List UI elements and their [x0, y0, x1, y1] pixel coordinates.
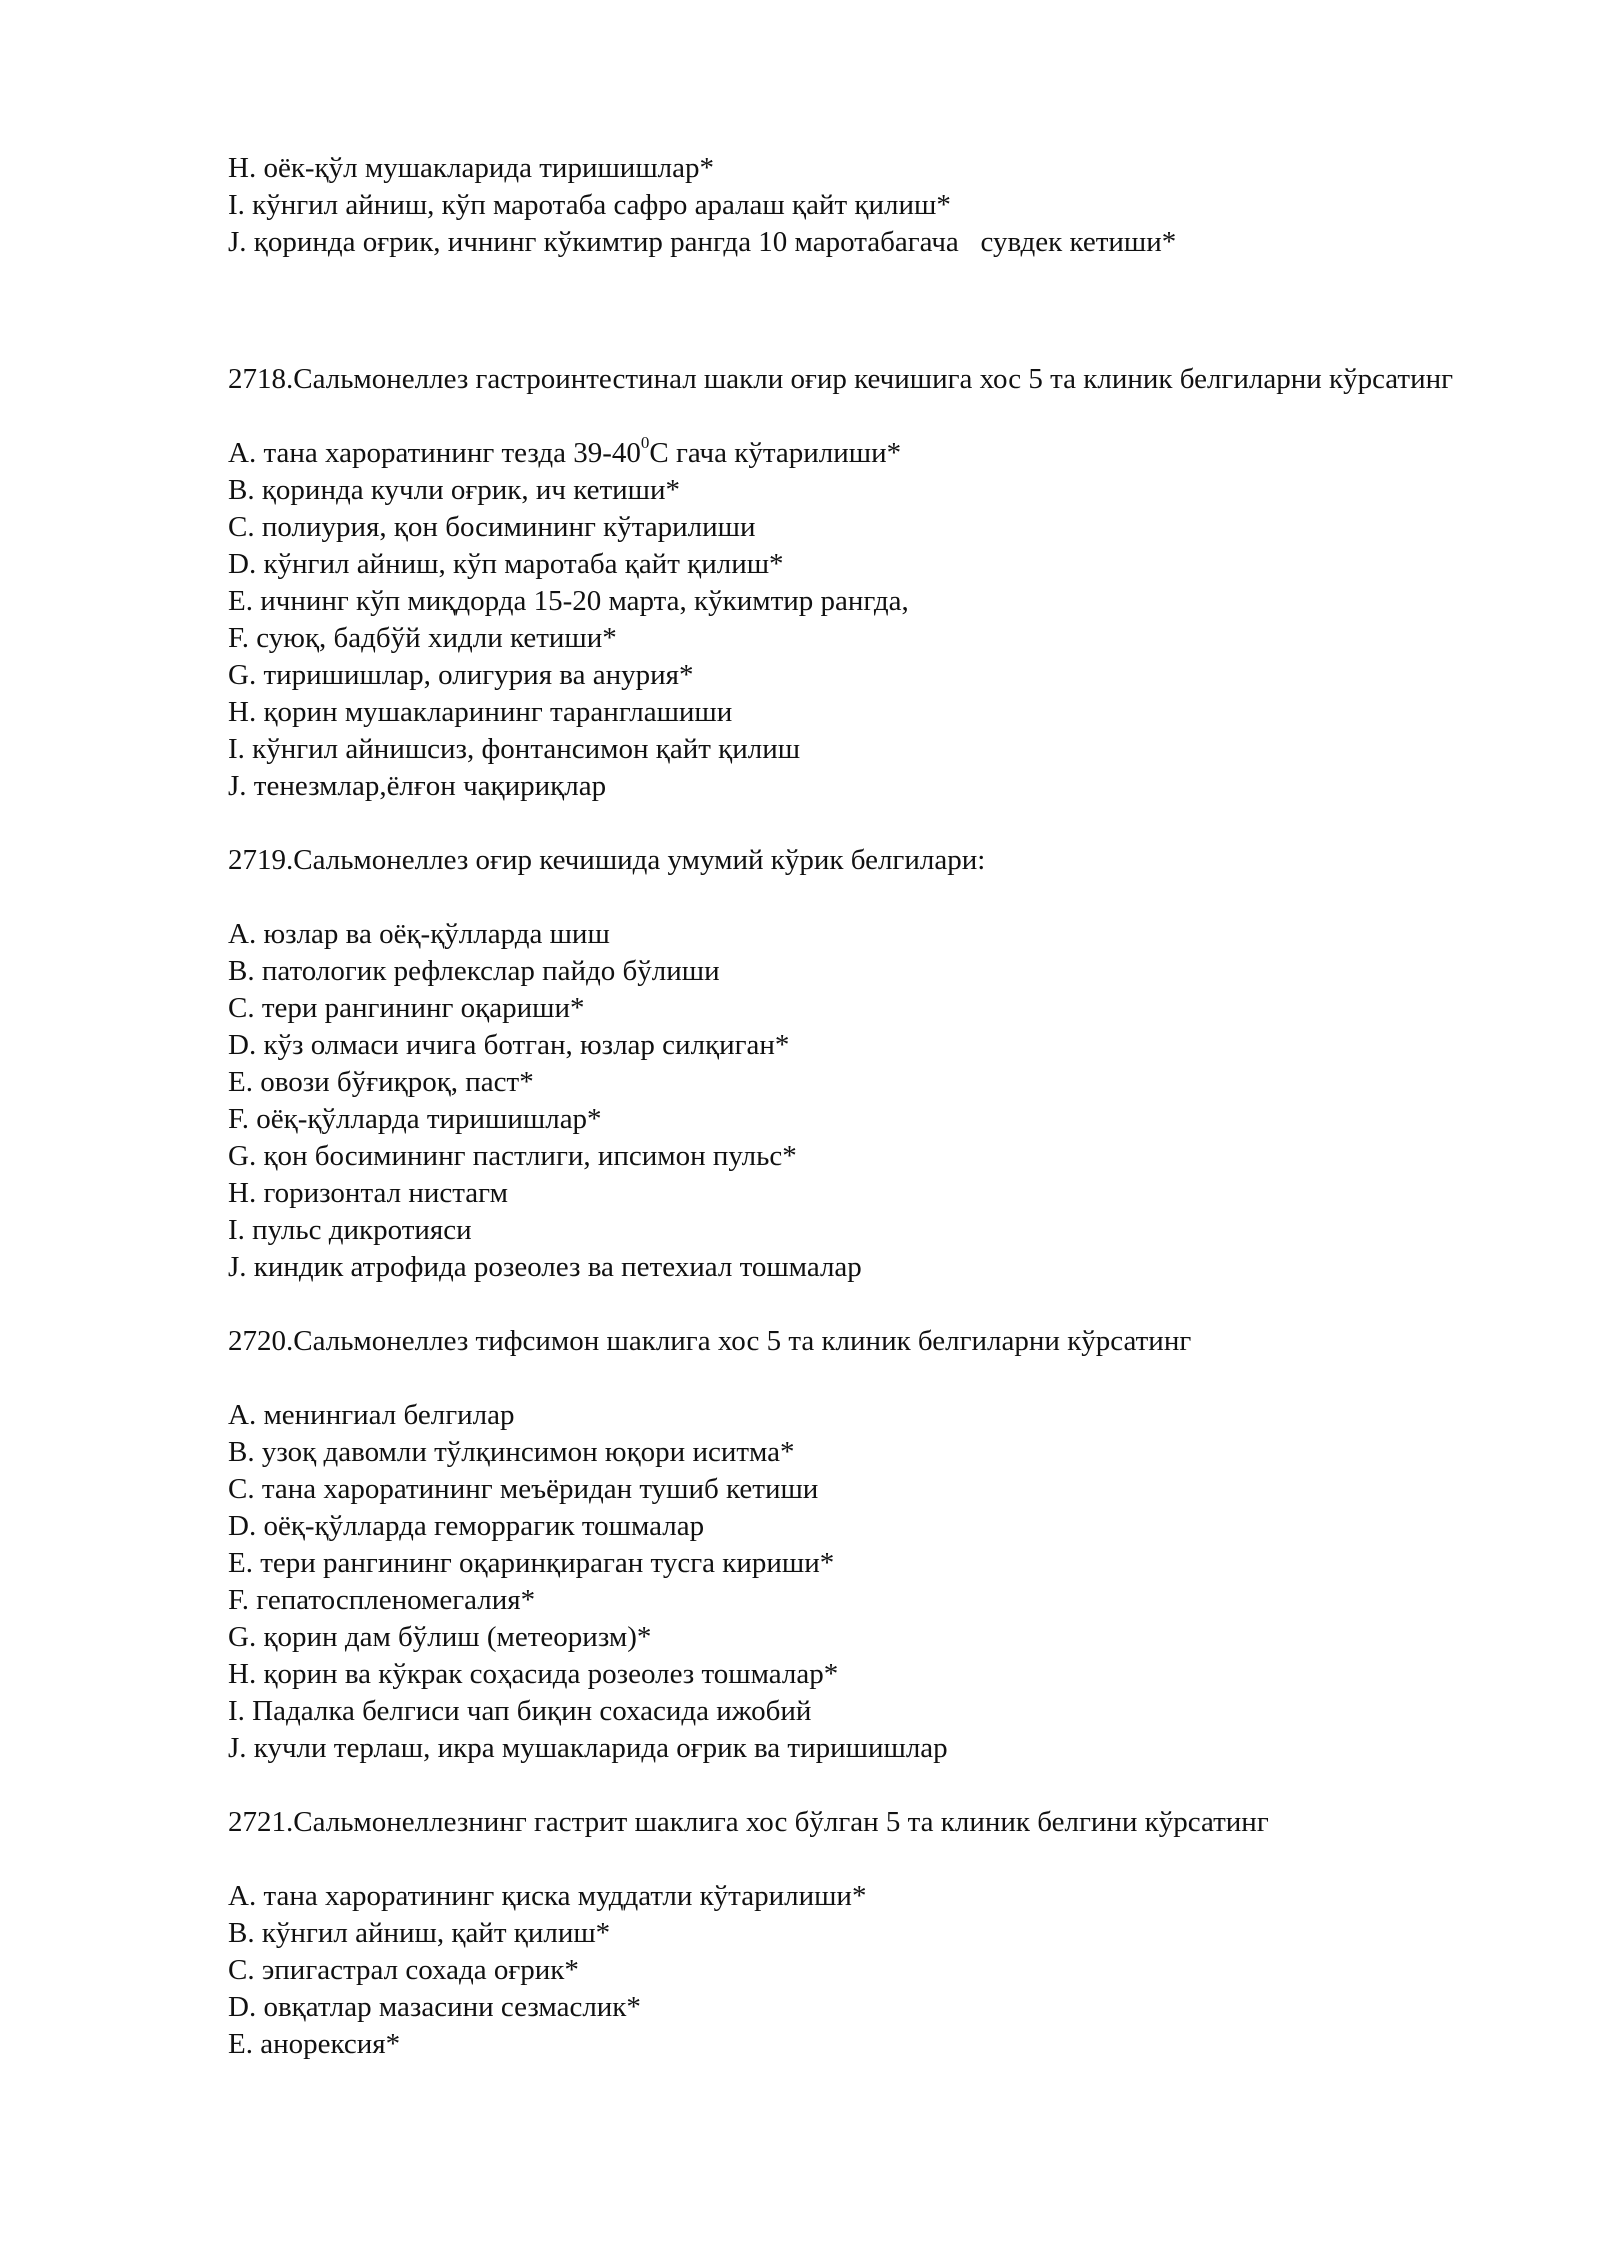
- question-title: 2719.Сальмонеллез оғир кечишида умумий кўрик белгилари:: [228, 844, 986, 876]
- previous-question-options: [228, 150, 1478, 261]
- option-g: G. қорин дам бўлиш (метеоризм)*: [228, 1621, 652, 1653]
- option-b: B. кўнгил айниш, қайт қилиш*: [228, 1917, 611, 1949]
- question-2721: [228, 1804, 1478, 2063]
- option-i: I. пульс дикротияси: [228, 1214, 472, 1246]
- option-i: I. Падалка белгиси чап биқин сохасида ижобий: [228, 1695, 812, 1727]
- option-g: G. тиришишлар, олигурия ва анурия*: [228, 659, 694, 691]
- document-page: [228, 150, 1478, 2063]
- question-title: 2721.Сальмонеллезнинг гастрит шаклига хос бўлган 5 та клиник белгини кўрсатинг: [228, 1806, 1269, 1838]
- option-b: B. патологик рефлекслар пайдо бўлиши: [228, 955, 720, 987]
- option-e: E. овози бўғиқроқ, паст*: [228, 1066, 534, 1098]
- option-g: G. қон босимининг пастлиги, ипсимон пульс*: [228, 1140, 797, 1172]
- option-d: D. кўнгил айниш, кўп маротаба қайт қилиш*: [228, 548, 784, 580]
- question-2719: [228, 842, 1478, 1286]
- option-a: A. тана хароратининг қиска муддатли кўтарилиши*: [228, 1880, 867, 1912]
- option-a: [228, 435, 1478, 472]
- option-a: A. юзлар ва оёқ-қўлларда шиш: [228, 918, 610, 950]
- option-e: E. анорексия*: [228, 2028, 401, 2060]
- option-i: I. кўнгил айниш, кўп маротаба сафро аралаш қайт қилиш*: [228, 189, 951, 221]
- option-d: D. оёқ-қўлларда геморрагик тошмалар: [228, 1510, 705, 1542]
- option-c: C. полиурия, қон босимининг кўтарилиши: [228, 511, 756, 543]
- option-d: D. овқатлар мазасини сезмаслик*: [228, 1991, 641, 2023]
- option-b: B. қоринда кучли оғрик, ич кетиши*: [228, 474, 680, 506]
- option-j: J. тенезмлар,ёлғон чақириқлар: [228, 770, 607, 802]
- option-c: C. эпигастрал сохада оғрик*: [228, 1954, 579, 1986]
- option-a-prefix: A. тана хароратининг тезда 39-40: [228, 437, 641, 469]
- option-b: B. узоқ давомли тўлқинсимон юқори иситма*: [228, 1436, 795, 1468]
- option-f: F. оёқ-қўлларда тиришишлар*: [228, 1103, 602, 1135]
- option-a: A. менингиал белгилар: [228, 1399, 515, 1431]
- option-h: H. қорин мушакларининг таранглашиши: [228, 696, 733, 728]
- option-j: J. кучли терлаш, икра мушакларида оғрик ва тиришишлар: [228, 1732, 948, 1764]
- question-title: 2718.Сальмонеллез гастроинтестинал шакли оғир кечишига хос 5 та клиник белгиларни кўрсатинг: [228, 363, 1454, 395]
- option-d: D. кўз олмаси ичига ботган, юзлар силқиган*: [228, 1029, 790, 1061]
- option-j: J. киндик атрофида розеолез ва петехиал тошмалар: [228, 1251, 862, 1283]
- degree-superscript: 0: [640, 433, 650, 453]
- option-j: J. қоринда оғрик, ичнинг кўкимтир рангда 10 маротабагача сувдек кетиши*: [228, 226, 1177, 258]
- option-f: F. суюқ, бадбўй хидли кетиши*: [228, 622, 617, 654]
- option-h: H. горизонтал нистагм: [228, 1177, 508, 1209]
- option-a-suffix: C гача кўтарилиши*: [649, 437, 902, 469]
- option-c: C. тана хароратининг меъёридан тушиб кетиши: [228, 1473, 819, 1505]
- option-h: H. оёк-қўл мушакларида тиришишлар*: [228, 152, 714, 184]
- question-title: 2720.Сальмонеллез тифсимон шаклига хос 5 та клиник белгиларни кўрсатинг: [228, 1325, 1192, 1357]
- option-i: I. кўнгил айнишсиз, фонтансимон қайт қилиш: [228, 733, 801, 765]
- question-2720: [228, 1323, 1478, 1767]
- question-2718: [228, 361, 1478, 805]
- option-f: F. гепатоспленомегалия*: [228, 1584, 536, 1616]
- option-e: E. ичнинг кўп миқдорда 15-20 марта, кўкимтир рангда,: [228, 585, 909, 617]
- option-c: C. тери рангининг оқариши*: [228, 992, 585, 1024]
- option-e: E. тери рангининг оқаринқираган тусга кириши*: [228, 1547, 835, 1579]
- option-h: H. қорин ва кўкрак соҳасида розеолез тошмалар*: [228, 1658, 839, 1690]
